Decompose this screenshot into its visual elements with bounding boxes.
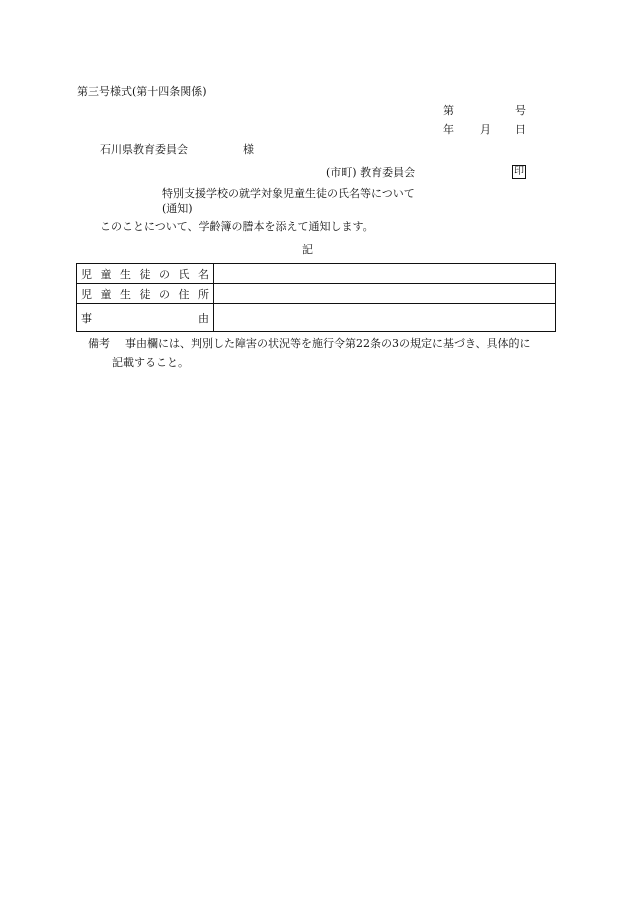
label-char: 童 bbox=[100, 287, 112, 301]
sender-name: (市町) 教育委員会 bbox=[326, 166, 416, 179]
subject-line-1: 特別支援学校の就学対象児童生徒の氏名等について bbox=[162, 187, 415, 200]
seal-stamp: 印 bbox=[514, 166, 524, 177]
table-row-reason bbox=[77, 304, 556, 332]
addressee-name: 石川県教育委員会 bbox=[100, 143, 188, 156]
student-address-field[interactable] bbox=[214, 284, 556, 304]
label-char: 名 bbox=[198, 267, 209, 281]
note-line-2: 記載すること。 bbox=[112, 356, 189, 369]
date-day: 日 bbox=[515, 123, 526, 136]
ki-heading: 記 bbox=[302, 243, 313, 256]
label-char: 徒 bbox=[139, 267, 151, 281]
student-info-table bbox=[76, 263, 556, 332]
table-row-address bbox=[77, 284, 556, 304]
note-line-1: 事由欄には、判別した障害の状況等を施行令第22条の3の規定に基づき、具体的に bbox=[125, 337, 531, 350]
label-char: の bbox=[159, 287, 170, 301]
note-label: 備考 bbox=[88, 337, 110, 350]
label-student-name bbox=[77, 264, 214, 284]
date-year: 年 bbox=[443, 123, 454, 136]
label-char: の bbox=[159, 267, 170, 281]
subject-line-2: (通知) bbox=[162, 202, 193, 215]
reason-field[interactable] bbox=[214, 304, 556, 332]
label-char: 児 bbox=[81, 267, 92, 281]
label-char: 童 bbox=[100, 267, 112, 281]
label-student-address bbox=[77, 284, 214, 304]
date-month: 月 bbox=[480, 123, 491, 136]
student-name-field[interactable] bbox=[214, 264, 556, 284]
label-char: 由 bbox=[198, 311, 209, 325]
label-char: 事 bbox=[81, 311, 92, 325]
label-char: 住 bbox=[178, 287, 190, 301]
label-char: 生 bbox=[120, 287, 131, 301]
body-text: このことについて、学齢簿の謄本を添えて通知します。 bbox=[100, 220, 374, 233]
label-char: 氏 bbox=[178, 267, 190, 281]
number-prefix: 第 bbox=[443, 104, 454, 117]
addressee-honorific: 様 bbox=[243, 143, 254, 156]
label-char: 徒 bbox=[139, 287, 151, 301]
label-char: 児 bbox=[81, 287, 92, 301]
label-reason-text bbox=[81, 310, 209, 326]
number-suffix: 号 bbox=[515, 104, 526, 117]
form-title: 第三号様式(第十四条関係) bbox=[77, 85, 207, 98]
label-char: 生 bbox=[120, 267, 131, 281]
label-char: 所 bbox=[198, 287, 209, 301]
table-row-name bbox=[77, 264, 556, 284]
label-student-address-text bbox=[81, 286, 209, 302]
label-student-name-text bbox=[81, 266, 209, 282]
label-reason bbox=[77, 304, 214, 332]
